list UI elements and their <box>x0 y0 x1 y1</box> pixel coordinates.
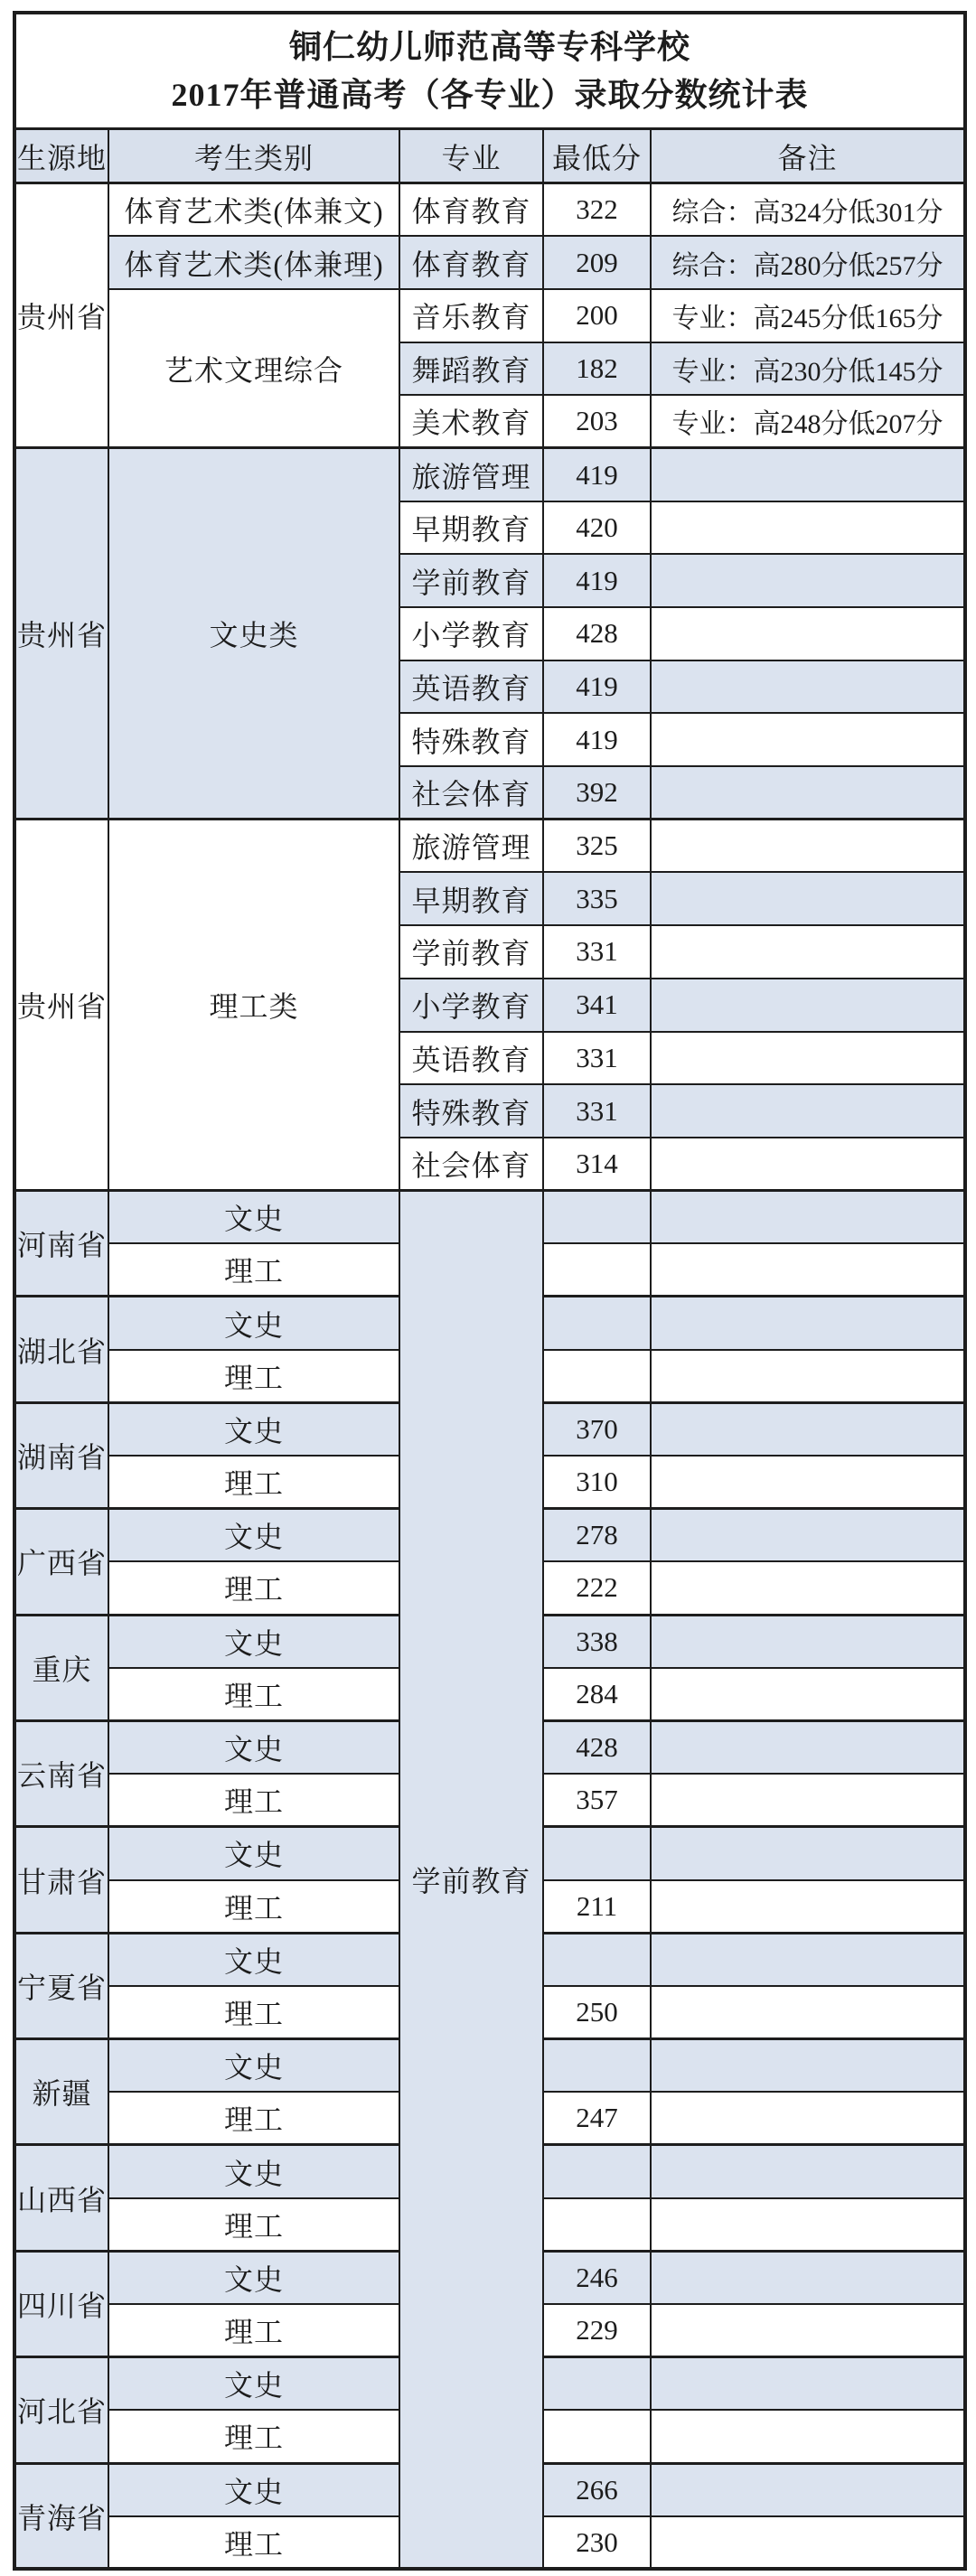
cell-score: 247 <box>543 2092 651 2145</box>
cell-remark <box>651 1986 965 2039</box>
cell-score: 331 <box>543 1032 651 1085</box>
cell-score: 335 <box>543 872 651 925</box>
cell-major: 社会体育 <box>399 1138 543 1191</box>
cell-score: 211 <box>543 1880 651 1934</box>
cell-major: 舞蹈教育 <box>399 342 543 396</box>
cell-score: 266 <box>543 2463 651 2516</box>
cell-category: 理工 <box>108 2092 399 2145</box>
cell-major: 音乐教育 <box>399 289 543 342</box>
cell-category: 理工 <box>108 1456 399 1509</box>
cell-category: 理工 <box>108 1986 399 2039</box>
cell-remark <box>651 1138 965 1191</box>
cell-remark <box>651 1243 965 1297</box>
cell-origin: 青海省 <box>14 2463 108 2569</box>
table-row-0 <box>14 183 965 237</box>
cell-score: 357 <box>543 1774 651 1827</box>
cell-major: 特殊教育 <box>399 713 543 766</box>
column-header-category: 考生类别 <box>108 129 399 183</box>
cell-major: 特殊教育 <box>399 1084 543 1138</box>
cell-major: 英语教育 <box>399 1032 543 1085</box>
cell-remark <box>651 1880 965 1934</box>
cell-origin: 宁夏省 <box>14 1933 108 2038</box>
cell-major: 旅游管理 <box>399 820 543 873</box>
cell-remark <box>651 1561 965 1615</box>
cell-major: 英语教育 <box>399 660 543 714</box>
cell-score: 392 <box>543 766 651 820</box>
cell-score: 284 <box>543 1668 651 1721</box>
cell-category: 文史 <box>108 1933 399 1986</box>
cell-remark <box>651 1297 965 1350</box>
cell-remark <box>651 979 965 1032</box>
admissions-table <box>13 11 967 2571</box>
cell-category: 文史 <box>108 1509 399 1562</box>
cell-remark <box>651 660 965 714</box>
cell-remark <box>651 448 965 501</box>
cell-category: 理工 <box>108 1350 399 1403</box>
cell-score <box>543 2357 651 2411</box>
cell-remark <box>651 1668 965 1721</box>
cell-score <box>543 1933 651 1986</box>
cell-score: 370 <box>543 1402 651 1456</box>
cell-category: 理工 <box>108 2516 399 2570</box>
cell-score: 230 <box>543 2516 651 2570</box>
cell-score <box>543 2410 651 2463</box>
cell-score: 420 <box>543 501 651 555</box>
cell-category: 文史 <box>108 1297 399 1350</box>
cell-score: 428 <box>543 607 651 660</box>
cell-category: 理工 <box>108 1774 399 1827</box>
cell-major: 小学教育 <box>399 607 543 660</box>
cell-remark <box>651 2410 965 2463</box>
cell-category: 文史 <box>108 1402 399 1456</box>
cell-major: 学前教育 <box>399 554 543 607</box>
cell-remark <box>651 554 965 607</box>
cell-remark <box>651 2516 965 2570</box>
cell-major: 学前教育 <box>399 925 543 979</box>
cell-remark: 专业：高248分低207分 <box>651 395 965 448</box>
cell-category: 理工 <box>108 1561 399 1615</box>
cell-major: 旅游管理 <box>399 448 543 501</box>
cell-major: 小学教育 <box>399 979 543 1032</box>
cell-score: 209 <box>543 236 651 289</box>
cell-score: 419 <box>543 554 651 607</box>
cell-origin: 湖南省 <box>14 1402 108 1508</box>
cell-major: 美术教育 <box>399 395 543 448</box>
cell-remark <box>651 2304 965 2357</box>
column-header-major: 专业 <box>399 129 543 183</box>
cell-category: 文史 <box>108 1827 399 1880</box>
cell-origin: 甘肃省 <box>14 1827 108 1933</box>
cell-score: 428 <box>543 1720 651 1774</box>
cell-remark <box>651 2463 965 2516</box>
cell-category: 艺术文理综合 <box>108 289 399 448</box>
cell-origin: 河北省 <box>14 2357 108 2463</box>
cell-remark <box>651 1456 965 1509</box>
cell-category: 文史 <box>108 2251 399 2304</box>
cell-major: 体育教育 <box>399 183 543 237</box>
cell-major: 社会体育 <box>399 766 543 820</box>
cell-origin: 贵州省 <box>14 183 108 448</box>
cell-category: 文史 <box>108 1615 399 1668</box>
cell-remark <box>651 2039 965 2093</box>
cell-remark <box>651 2198 965 2252</box>
title-row <box>14 13 965 129</box>
cell-category: 文史 <box>108 2145 399 2198</box>
cell-remark <box>651 1402 965 1456</box>
cell-score: 419 <box>543 660 651 714</box>
table-row-12 <box>14 820 965 873</box>
cell-remark: 综合：高324分低301分 <box>651 183 965 237</box>
header-row <box>14 129 965 183</box>
cell-origin: 贵州省 <box>14 820 108 1191</box>
cell-score: 246 <box>543 2251 651 2304</box>
cell-origin: 山西省 <box>14 2145 108 2251</box>
cell-category: 理工 <box>108 2198 399 2252</box>
cell-category: 理工 <box>108 1243 399 1297</box>
cell-score: 250 <box>543 1986 651 2039</box>
cell-origin: 四川省 <box>14 2251 108 2356</box>
cell-score <box>543 1350 651 1403</box>
cell-score: 200 <box>543 289 651 342</box>
cell-remark <box>651 1720 965 1774</box>
cell-category: 文史 <box>108 1191 399 1244</box>
table-row-2 <box>14 289 965 342</box>
cell-score: 278 <box>543 1509 651 1562</box>
cell-remark <box>651 872 965 925</box>
cell-score <box>543 1191 651 1244</box>
cell-origin: 湖北省 <box>14 1297 108 1402</box>
cell-score: 338 <box>543 1615 651 1668</box>
cell-category: 体育艺术类(体兼文) <box>108 183 399 237</box>
cell-score: 419 <box>543 448 651 501</box>
cell-remark <box>651 766 965 820</box>
cell-score <box>543 1243 651 1297</box>
cell-score: 419 <box>543 713 651 766</box>
cell-category: 文史 <box>108 2357 399 2411</box>
cell-remark <box>651 2251 965 2304</box>
cell-remark <box>651 820 965 873</box>
table-title <box>14 13 965 129</box>
cell-remark <box>651 1509 965 1562</box>
cell-category: 文史类 <box>108 448 399 820</box>
table-row-19 <box>14 1191 965 1244</box>
column-header-score: 最低分 <box>543 129 651 183</box>
cell-remark <box>651 1827 965 1880</box>
cell-category: 文史 <box>108 1720 399 1774</box>
cell-score: 331 <box>543 925 651 979</box>
cell-remark: 专业：高230分低145分 <box>651 342 965 396</box>
column-header-remark: 备注 <box>651 129 965 183</box>
cell-score: 331 <box>543 1084 651 1138</box>
cell-score <box>543 2145 651 2198</box>
cell-remark <box>651 2145 965 2198</box>
cell-category: 理工 <box>108 1880 399 1934</box>
cell-major: 学前教育 <box>399 1191 543 2570</box>
cell-origin: 新疆 <box>14 2039 108 2145</box>
cell-remark <box>651 1032 965 1085</box>
cell-remark <box>651 1774 965 1827</box>
cell-score <box>543 2039 651 2093</box>
cell-remark <box>651 2357 965 2411</box>
cell-score <box>543 1297 651 1350</box>
cell-major: 早期教育 <box>399 872 543 925</box>
cell-remark <box>651 1350 965 1403</box>
cell-category: 理工 <box>108 2304 399 2357</box>
cell-category: 理工 <box>108 2410 399 2463</box>
cell-remark <box>651 1191 965 1244</box>
cell-category: 理工类 <box>108 820 399 1191</box>
cell-category: 文史 <box>108 2039 399 2093</box>
cell-origin: 云南省 <box>14 1720 108 1826</box>
cell-major: 体育教育 <box>399 236 543 289</box>
cell-score: 222 <box>543 1561 651 1615</box>
cell-remark <box>651 1615 965 1668</box>
table-row-5 <box>14 448 965 501</box>
cell-category: 文史 <box>108 2463 399 2516</box>
cell-remark <box>651 2092 965 2145</box>
title-line-2: 2017年普通高考（各专业）录取分数统计表 <box>171 76 809 113</box>
cell-origin: 广西省 <box>14 1509 108 1615</box>
cell-score: 325 <box>543 820 651 873</box>
cell-category: 理工 <box>108 1668 399 1721</box>
cell-remark <box>651 1933 965 1986</box>
cell-score: 322 <box>543 183 651 237</box>
cell-origin: 河南省 <box>14 1191 108 1297</box>
cell-category: 体育艺术类(体兼理) <box>108 236 399 289</box>
cell-remark <box>651 607 965 660</box>
cell-origin: 重庆 <box>14 1615 108 1720</box>
cell-score: 314 <box>543 1138 651 1191</box>
cell-score: 229 <box>543 2304 651 2357</box>
cell-remark <box>651 501 965 555</box>
cell-remark: 专业：高245分低165分 <box>651 289 965 342</box>
cell-score <box>543 1827 651 1880</box>
cell-major: 早期教育 <box>399 501 543 555</box>
cell-score: 341 <box>543 979 651 1032</box>
column-header-origin: 生源地 <box>14 129 108 183</box>
cell-remark <box>651 925 965 979</box>
cell-remark <box>651 713 965 766</box>
cell-score: 310 <box>543 1456 651 1509</box>
cell-score: 203 <box>543 395 651 448</box>
title-line-1: 铜仁幼儿师范高等专科学校 <box>289 29 691 66</box>
cell-score: 182 <box>543 342 651 396</box>
cell-remark <box>651 1084 965 1138</box>
cell-remark: 综合：高280分低257分 <box>651 236 965 289</box>
cell-origin: 贵州省 <box>14 448 108 820</box>
cell-score <box>543 2198 651 2252</box>
table-row-1 <box>14 236 965 289</box>
